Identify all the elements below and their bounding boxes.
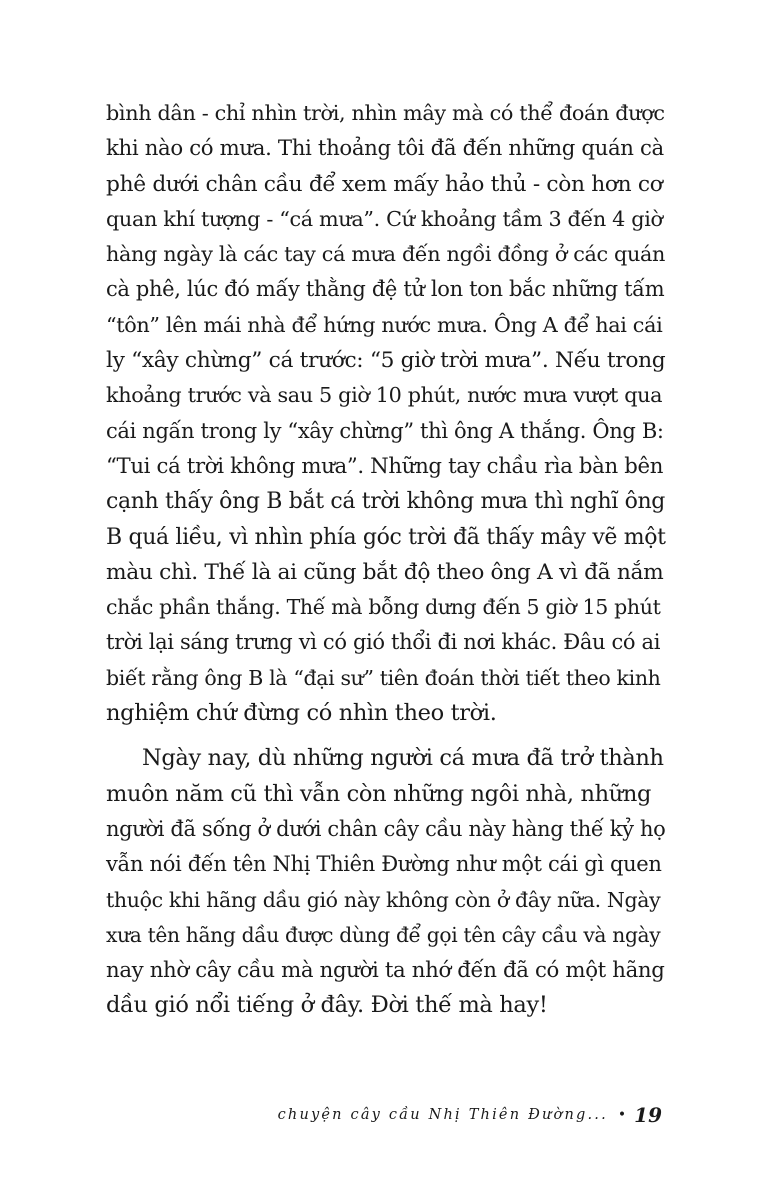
paragraph-spacer: [106, 731, 666, 741]
running-title: chuyện cây cầu Nhị Thiên Đường...: [277, 1107, 608, 1123]
text-line: khi nào có mưa. Thi thoảng tôi đã đến những quán cà: [106, 136, 664, 162]
body-text: [106, 96, 666, 1024]
text-line: thuộc khi hãng dầu gió này không còn ở đây nữa. Ngày: [106, 887, 661, 912]
text-line: hàng ngày là các tay cá mưa đến ngồi đồng ở các quán: [106, 242, 666, 267]
text-line: muôn năm cũ thì vẫn còn những ngôi nhà, những: [106, 780, 652, 807]
text-line: quan khí tượng - “cá mưa”. Cứ khoảng tầm 3 đến 4 giờ: [106, 206, 663, 231]
text-line: bình dân - chỉ nhìn trời, nhìn mây mà có thể đoán được: [106, 101, 665, 125]
bullet-separator: •: [617, 1107, 627, 1123]
text-line: dầu gió nổi tiếng ở đây. Đời thế mà hay!: [106, 992, 548, 1019]
text-line: người đã sống ở dưới chân cây cầu này hàng thế kỷ họ: [106, 816, 666, 841]
text-line: nghiệm chứ đừng có nhìn theo trời.: [106, 700, 497, 727]
text-line: Ngày nay, dù những người cá mưa đã trở thành: [142, 745, 664, 772]
text-line: trời lại sáng trưng vì có gió thổi đi nơi khác. Đâu có ai: [106, 630, 661, 655]
paragraph-2: [106, 741, 666, 1023]
text-line: chắc phần thắng. Thế mà bỗng dưng đến 5 giờ 15 phút: [106, 595, 661, 620]
text-line: nay nhờ cây cầu mà người ta nhớ đến đã có một hãng: [106, 958, 665, 984]
text-line: màu chì. Thế là ai cũng bắt độ theo ông A vì đã nắm: [106, 559, 664, 585]
text-line: “tôn” lên mái nhà để hứng nước mưa. Ông A để hai cái: [106, 312, 663, 337]
text-line: cà phê, lúc đó mấy thằng đệ tử lon ton bắc những tấm: [106, 277, 665, 302]
text-line: cạnh thấy ông B bắt cá trời không mưa thì nghĩ ông: [106, 489, 666, 515]
text-line: phê dưới chân cầu để xem mấy hảo thủ - còn hơn cơ: [106, 171, 663, 197]
text-line: B quá liều, vì nhìn phía góc trời đã thấy mây vẽ một: [106, 524, 666, 550]
text-line: cái ngấn trong ly “xây chừng” thì ông A thắng. Ông B:: [106, 418, 664, 443]
text-line: ly “xây chừng” cá trước: “5 giờ trời mưa”. Nếu trong: [106, 348, 666, 374]
page-number: 19: [634, 1103, 662, 1127]
text-line: biết rằng ông B là “đại sư” tiên đoán thời tiết theo kinh: [106, 665, 661, 690]
text-line: vẫn nói đến tên Nhị Thiên Đường như một cái gì quen: [106, 852, 662, 877]
text-line: xưa tên hãng dầu được dùng để gọi tên cây cầu và ngày: [106, 922, 661, 947]
text-line: khoảng trước và sau 5 giờ 10 phút, nước mưa vượt qua: [106, 383, 663, 408]
page-footer: [278, 1103, 662, 1127]
paragraph-1: [106, 96, 666, 731]
text-line: “Tui cá trời không mưa”. Những tay chầu rìa bàn bên: [106, 453, 664, 479]
